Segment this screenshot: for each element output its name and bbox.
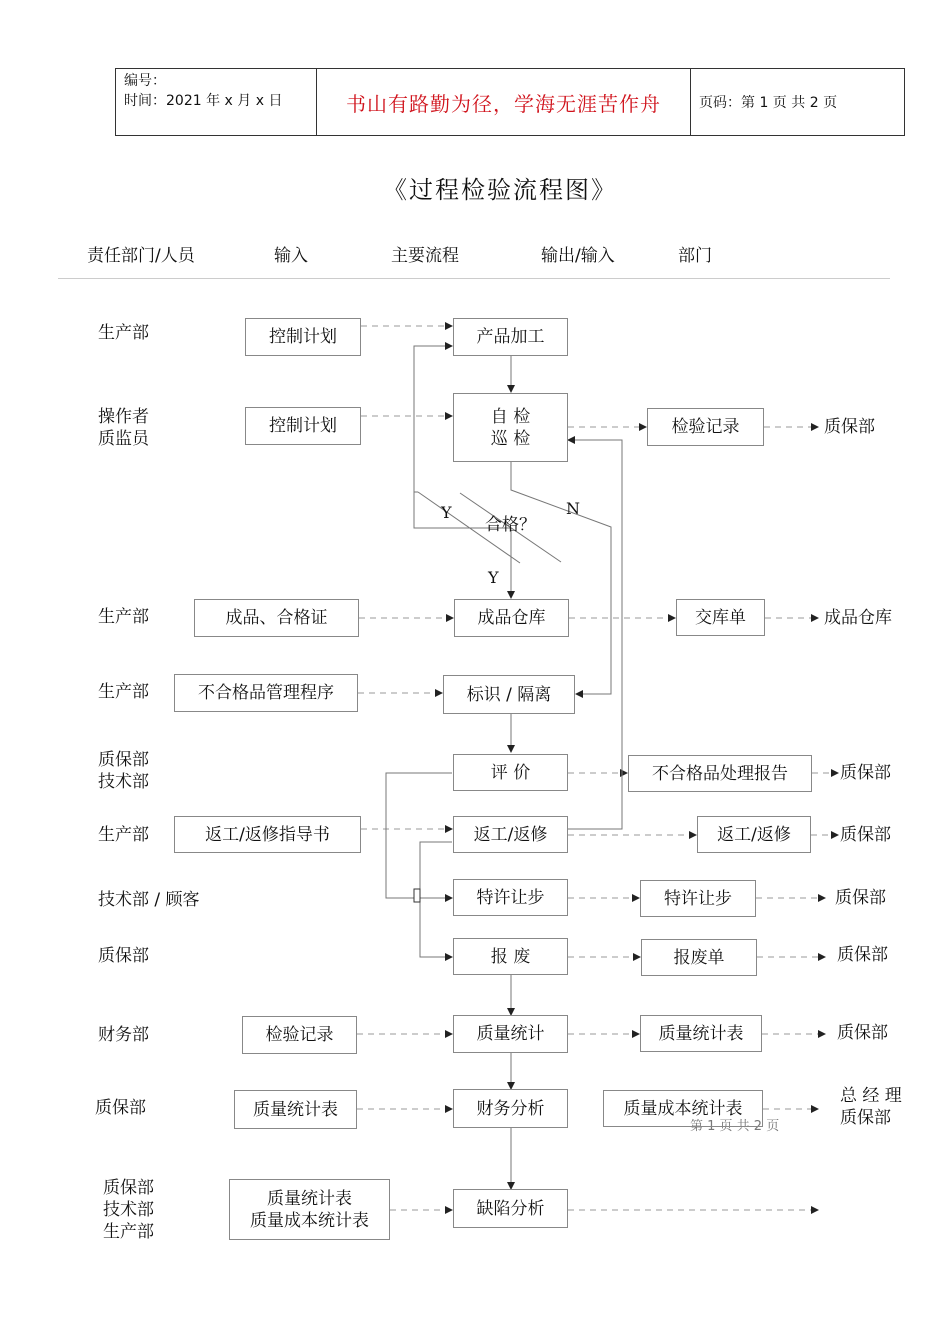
decision-yes-label: Y xyxy=(441,503,452,522)
input-box: 成品、合格证 xyxy=(194,599,359,637)
number-label: 编号： xyxy=(124,73,166,89)
page-title: 《过程检验流程图》 xyxy=(383,176,617,204)
process-box: 评 价 xyxy=(453,754,568,791)
output-box: 检验记录 xyxy=(647,408,764,446)
dept2-label: 质保部 xyxy=(837,1023,888,1043)
process-box: 自 检 巡 检 xyxy=(453,393,568,462)
input-box: 检验记录 xyxy=(242,1016,357,1054)
decision-question: 合格？ xyxy=(485,515,536,535)
decision-no-label: N xyxy=(566,499,580,518)
input-box: 不合格品管理程序 xyxy=(174,674,358,712)
dept-label: 质保部 技术部 生产部 xyxy=(103,1178,154,1242)
column-header-output: 输出/输入 xyxy=(541,246,615,266)
column-header-dept2: 部门 xyxy=(678,246,712,266)
dept2-label: 质保部 xyxy=(840,825,891,845)
time-label: 时间：2021 年 x 月 x 日 xyxy=(124,93,283,109)
output-box: 交库单 xyxy=(676,599,765,636)
dept2-label: 质保部 xyxy=(824,417,875,437)
dept2-label: 质保部 xyxy=(837,945,888,965)
dept-label: 质保部 xyxy=(98,946,149,966)
process-box: 报 废 xyxy=(453,938,568,975)
output-box: 不合格品处理报告 xyxy=(628,755,812,792)
dept-label: 质保部 xyxy=(95,1098,146,1118)
output-box: 质量成本统计表 xyxy=(603,1090,763,1127)
page-label: 页码：第 1 页 共 2 页 xyxy=(699,95,838,111)
process-box: 缺陷分析 xyxy=(453,1189,568,1228)
dept2-label: 成品仓库 xyxy=(824,608,892,628)
ghost-page-footer: 第 1 页 共 2 页 xyxy=(690,1119,780,1134)
process-box: 产品加工 xyxy=(453,318,568,356)
dept-label: 质保部 技术部 xyxy=(98,750,149,792)
dept2-label: 质保部 xyxy=(840,763,891,783)
process-box: 财务分析 xyxy=(453,1089,568,1128)
dept-label: 生产部 xyxy=(98,682,149,702)
output-box: 报废单 xyxy=(641,939,757,976)
input-box: 控制计划 xyxy=(245,407,361,445)
dept-label: 技术部 / 顾客 xyxy=(98,890,200,910)
dept2-label: 质保部 xyxy=(835,888,886,908)
output-box: 质量统计表 xyxy=(640,1015,762,1052)
process-box: 特许让步 xyxy=(453,879,568,916)
process-box: 质量统计 xyxy=(453,1015,568,1053)
dept2-label: 总 经 理 质保部 xyxy=(840,1086,902,1128)
dept-label: 生产部 xyxy=(98,323,149,343)
input-box: 质量统计表 质量成本统计表 xyxy=(229,1179,390,1240)
column-header-main: 主要流程 xyxy=(391,246,459,266)
output-box: 返工/返修 xyxy=(697,816,811,853)
dept-label: 生产部 xyxy=(98,825,149,845)
output-box: 特许让步 xyxy=(640,880,756,917)
motto: 书山有路勤为径，学海无涯苦作舟 xyxy=(317,69,691,135)
input-box: 控制计划 xyxy=(245,318,361,356)
process-box: 成品仓库 xyxy=(454,599,569,637)
input-box: 质量统计表 xyxy=(234,1090,357,1129)
column-header-input: 输入 xyxy=(274,246,308,266)
input-box: 返工/返修指导书 xyxy=(174,816,361,853)
dept-label: 生产部 xyxy=(98,607,149,627)
process-box: 标识 / 隔离 xyxy=(443,675,575,714)
dept-label: 财务部 xyxy=(98,1025,149,1045)
dept-label: 操作者 质监员 xyxy=(98,407,149,449)
decision-yes-label: Y xyxy=(488,568,499,587)
column-header-dept: 责任部门/人员 xyxy=(87,246,195,266)
process-box: 返工/返修 xyxy=(453,816,568,853)
